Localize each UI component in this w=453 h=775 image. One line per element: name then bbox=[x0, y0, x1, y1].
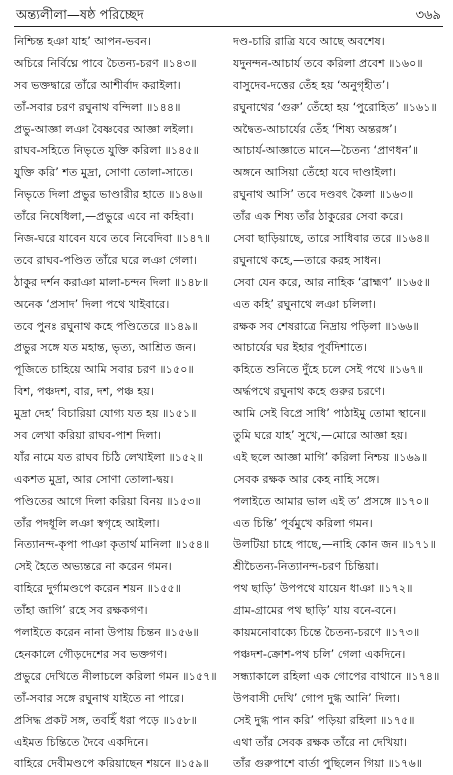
verse-line: কায়মনোবাক্যে চিন্তে চৈতন্য-চরণে ॥১৭৩॥ bbox=[233, 626, 420, 640]
left-column bbox=[14, 31, 226, 775]
verse-line: শ্রীচৈতন্য-নিত্যানন্দ-চরণ চিন্তিয়া। bbox=[233, 560, 379, 574]
verse-line: উপবাসী দেখি’ গোপ দুগ্ধ আনি’ দিলা। bbox=[233, 691, 400, 705]
verse-line: রঘুনাথ আসি’ তবে দণ্ডবৎ কৈলা ॥১৬৩॥ bbox=[233, 188, 414, 202]
verse-line: তাঁহা জাগি’ রহে সব রক্ষকগণ। bbox=[14, 604, 148, 618]
verse-line: পণ্ডিতের আগে দিলা করিয়া বিনয় ॥১৫৩॥ bbox=[14, 494, 201, 508]
verse-line: এই ছলে আজ্ঞা মাগি’ করিলা নিশ্চয় ॥১৬৯॥ bbox=[233, 450, 428, 464]
verse-line: বাসুদেব-দত্তের তেঁহ হয় ‘অনুগৃহীত’। bbox=[233, 78, 390, 92]
verse-line: তাঁ-সবার সঙ্গে রঘুনাথ যাইতে না পারে। bbox=[14, 691, 184, 705]
verse-line: রাঘব-সহিতে নিভৃতে যুক্তি করিলা ॥১৪৫॥ bbox=[14, 144, 199, 158]
verse-line: রক্ষক সব শেষরাত্রে নিদ্রায় পড়িলা ॥১৬৬॥ bbox=[233, 319, 419, 333]
page-header bbox=[14, 4, 443, 27]
verse-line: বাহিরে দেবীমণ্ডপে করিয়াছেন শয়নে ॥১৫৯॥ bbox=[14, 757, 209, 771]
verse-line: যদুনন্দন-আচার্য তবে করিলা প্রবেশ ॥১৬০॥ bbox=[233, 56, 423, 70]
verse-line: তাঁরে নিষেধিলা,—প্রভুরে এবে না কহিবা। bbox=[14, 210, 194, 224]
verse-line: তবে পুনঃ রঘুনাথ কহে পণ্ডিতেরে ॥১৪৯॥ bbox=[14, 319, 198, 333]
right-column bbox=[233, 31, 443, 775]
verse-line: এত চিন্তি’ পূর্বমুখে করিলা গমন। bbox=[233, 516, 373, 530]
verse-line: নিভৃতে দিলা প্রভুর ভাণ্ডারীর হাতে ॥১৪৬॥ bbox=[14, 188, 203, 202]
verse-line: তবে রাঘব-পণ্ডিত তাঁরে ঘরে লঞা গেলা। bbox=[14, 253, 197, 267]
verse-line: নিজ-ঘরে যাবেন যবে তবে নিবেদিবা ॥১৪৭॥ bbox=[14, 232, 211, 246]
verse-line: সব ভক্তদ্বারে তাঁরে আশীর্বাদ করাইলা। bbox=[14, 78, 181, 92]
verse-line: এথা তাঁর সেবক রক্ষক তাঁরে না দেখিয়া। bbox=[233, 735, 408, 749]
verse-line: পূজিতে চাহিয়ে আমি সবার চরণ ॥১৫০॥ bbox=[14, 363, 194, 377]
verse-line: পলাইতে করেন নানা উপায় চিন্তন ॥১৫৬॥ bbox=[14, 626, 199, 640]
running-head: অন্ত্যলীলা—ষষ্ঠ পরিচ্ছেদ bbox=[16, 8, 144, 23]
verse-line: অর্দ্ধপথে রঘুনাথ কহে গুরুর চরণে। bbox=[233, 385, 385, 399]
verse-line: প্রভু-আজ্ঞা লঞা বৈষ্ণবের আজ্ঞা লইলা। bbox=[14, 122, 194, 136]
verse-line: তাঁর এক শিষ্য তাঁর ঠাকুরের সেবা করে। bbox=[233, 210, 404, 224]
verse-line: তাঁর পদধূলি লঞা স্বগৃহে আইলা। bbox=[14, 516, 160, 530]
verse-line: অদ্বৈত-আচার্যের তেঁহ ‘শিষ্য অন্তরঙ্গ’। bbox=[233, 122, 397, 136]
verse-line: রঘুনাথে কহে,—তারে করহ সাধন। bbox=[233, 253, 382, 267]
verse-line: তাঁর গুরুপাশে বার্তা পুছিলেন গিয়া ॥১৭৬॥ bbox=[233, 757, 423, 771]
verse-line: আমি সেই বিপ্রে সাধি’ পাঠাইমু তোমা স্থানে॥ bbox=[233, 407, 427, 421]
verse-line: বাহিরে দুর্গামণ্ডপে করেন শয়ন ॥১৫৫॥ bbox=[14, 582, 182, 596]
verse-line: নিশ্চিন্ত হঞা যাহ’ আপন-ভবন। bbox=[14, 35, 151, 48]
verse-line: যুক্তি করি’ শত মুদ্রা, সোণা তোলা-সাতে। bbox=[14, 166, 193, 180]
verse-line: অনেক ‘প্রসাদ’ দিলা পথে খাইবারে। bbox=[14, 297, 170, 311]
verse-line: অঙ্গনে আসিয়া তেঁহো যবে দাণ্ডাইলা। bbox=[233, 166, 396, 180]
verse-line: রঘুনাথের ‘গুরু’ তেঁহো হয় ‘পুরোহিত’ ॥১৬১॥ bbox=[233, 100, 437, 114]
verse-line: তাঁ-সবার চরণ রঘুনাথ বন্দিলা ॥১৪৪॥ bbox=[14, 100, 181, 114]
verse-line: আচার্য-আজ্ঞাতে মানে—চৈতন্য ‘প্রাণধন’॥ bbox=[233, 144, 419, 158]
verse-line: সেই দুগ্ধ পান করি’ পড়িয়া রহিলা ॥১৭৫॥ bbox=[233, 713, 415, 727]
verse-line: এত কহি’ রঘুনাথে লঞা চলিলা। bbox=[233, 297, 376, 311]
verse-line: হেনকালে গৌড়দেশের সব ভক্তগণ। bbox=[14, 647, 168, 661]
verse-line: বিশ, পঞ্চদশ, বার, দশ, পঞ্চ হয়। bbox=[14, 385, 154, 399]
verse-line: সেই হৈতে অভ্যন্তরে না করেন গমন। bbox=[14, 560, 172, 574]
verse-line: তুমি ঘরে যাহ’ সুখে,—মোরে আজ্ঞা হয়। bbox=[233, 429, 408, 443]
verse-line: সেবা ছাড়িয়াছে, তারে সাধিবার তরে ॥১৬৪॥ bbox=[233, 232, 430, 246]
verse-line: সেবক রক্ষক আর কেহ নাহি সঙ্গে। bbox=[233, 472, 380, 486]
verse-line: প্রভুরে দেখিতে নীলাচলে করিলা গমন ॥১৫৭॥ bbox=[14, 669, 217, 683]
verse-line: দণ্ড-চারি রাত্রি যবে আছে অবশেষ। bbox=[233, 35, 385, 48]
verse-line: সন্ধ্যাকালে রহিলা এক গোপের বাথানে ॥১৭৪॥ bbox=[233, 669, 440, 683]
verse-line: প্রভুর সঙ্গে যত মহান্ত, ভৃত্য, আশ্রিত জন। bbox=[14, 341, 196, 355]
verse-line: যাঁর নামে যত রাঘব চিঠি লেখাইলা ॥১৫২॥ bbox=[14, 450, 203, 464]
verse-line: অচিরে নির্বিঘ্নে পাবে চৈতন্য-চরণ ॥১৪৩॥ bbox=[14, 56, 197, 70]
verse-line: একশত মুদ্রা, আর সোণা তোলা-দ্বয়। bbox=[14, 472, 174, 486]
verse-line: মুদ্রা দেহ’ বিচারিয়া যোগ্য যত হয় ॥১৫১॥ bbox=[14, 407, 197, 421]
verse-line: আচার্যের ঘর ইহার পূর্বদিশাতে। bbox=[233, 341, 367, 355]
verse-line: গ্রাম-গ্রামের পথ ছাড়ি’ যায় বনে-বনে। bbox=[233, 604, 397, 618]
verse-line: ঠাকুর দর্শন করাঞা মালা-চন্দন দিলা ॥১৪৮॥ bbox=[14, 275, 209, 289]
verse-line: পথ ছাড়ি’ উপপথে যায়েন ধাঞা ॥১৭২॥ bbox=[233, 582, 413, 596]
verse-line: পঞ্চদশ-ক্রোশ-পথ চলি’ গেলা একদিনে। bbox=[233, 647, 406, 661]
verse-line: সেবা যেন করে, আর নাহিক ‘ব্রাহ্মণ’ ॥১৬৫॥ bbox=[233, 275, 431, 289]
verse-line: এইমত চিন্তিতে দৈবে একদিনে। bbox=[14, 735, 149, 749]
verse-line: নিত্যানন্দ-কৃপা পাঞা কৃতার্থ মানিলা ॥১৫৪॥ bbox=[14, 538, 210, 552]
verse-line: প্রসিদ্ধ প্রকট সঙ্গ, তবহিঁ ধরা পড়ে ॥১৫৮॥ bbox=[14, 713, 198, 727]
verse-line: পলাইতে আমার ভাল এই ত’ প্রসঙ্গে ॥১৭০॥ bbox=[233, 494, 430, 508]
verse-line: কহিতে শুনিতে দুঁহে চলে সেই পথে ॥১৬৭॥ bbox=[233, 363, 424, 377]
page-number: ৩৬৯ bbox=[415, 8, 441, 23]
text-columns bbox=[14, 31, 443, 775]
verse-line: উলটিয়া চাহে পাছে,—নাহি কোন জন ॥১৭১॥ bbox=[233, 538, 436, 552]
verse-line: সব লেখা করিয়া রাঘব-পাশ দিলা। bbox=[14, 429, 162, 443]
